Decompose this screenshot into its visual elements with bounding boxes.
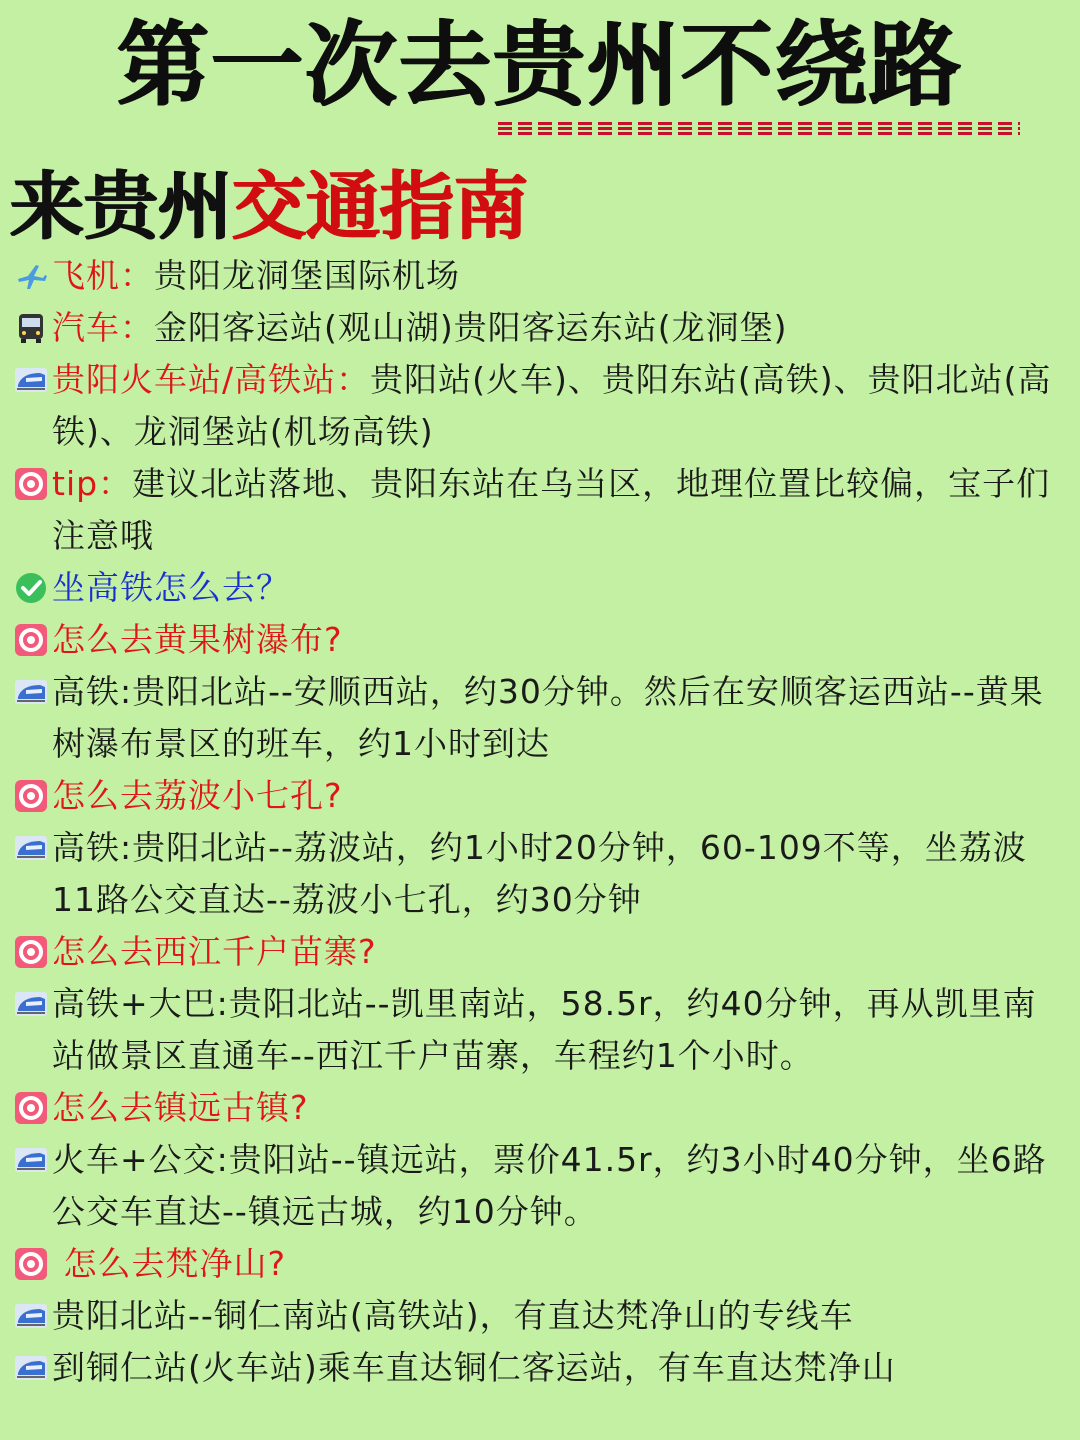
item-label: 汽车： xyxy=(52,308,154,347)
section-heading-dark-part: 来贵州 xyxy=(10,164,232,250)
list-item xyxy=(14,926,1064,978)
train-icon xyxy=(14,675,48,709)
item-text: 高铁:贵阳北站--荔波站，约1小时20分钟，60-109不等，坐荔波11路公交直达--荔波小七孔，约30分钟 xyxy=(52,828,1027,919)
list-item xyxy=(14,1290,1064,1342)
target-icon xyxy=(14,1091,48,1125)
airplane-icon xyxy=(14,259,48,293)
target-icon xyxy=(14,467,48,501)
list-item xyxy=(14,1238,1064,1290)
item-label: 怎么去梵净山? xyxy=(52,1244,287,1283)
list-item xyxy=(14,1342,1064,1394)
list-item xyxy=(14,1134,1064,1238)
list-item xyxy=(14,302,1064,354)
train-icon xyxy=(14,1299,48,1333)
train-icon xyxy=(14,363,48,397)
item-label: 怎么去镇远古镇? xyxy=(52,1088,309,1127)
list-item xyxy=(14,458,1064,562)
item-label: tip： xyxy=(52,464,133,503)
item-label: 怎么去西江千户苗寨? xyxy=(52,932,377,971)
item-text: 到铜仁站(火车站)乘车直达铜仁客运站，有车直达梵净山 xyxy=(52,1348,896,1387)
list-item xyxy=(14,1082,1064,1134)
item-text: 高铁+大巴:贵阳北站--凯里南站，58.5r，约40分钟，再从凯里南站做景区直通车--西江千户苗寨，车程约1个小时。 xyxy=(52,984,1037,1075)
list-item xyxy=(14,666,1064,770)
item-text: 贵阳站(火车)、贵阳东站(高铁)、贵阳北站(高铁)、龙洞堡站(机场高铁) xyxy=(52,360,1052,451)
train-icon xyxy=(14,1351,48,1385)
train-icon xyxy=(14,831,48,865)
item-label: 坐高铁怎么去？ xyxy=(52,568,290,607)
list-item xyxy=(14,822,1064,926)
section-heading-red-part: 交通指南 xyxy=(232,164,528,250)
list-item xyxy=(14,250,1064,302)
train-icon xyxy=(14,1143,48,1177)
item-label: 怎么去黄果树瀑布? xyxy=(52,620,343,659)
target-icon xyxy=(14,779,48,813)
item-text: 建议北站落地、贵阳东站在乌当区，地理位置比较偏，宝子们注意哦 xyxy=(52,464,1051,555)
title-underline-decoration xyxy=(498,122,1020,136)
list-item xyxy=(14,562,1064,614)
item-label: 怎么去荔波小七孔? xyxy=(52,776,343,815)
target-icon xyxy=(14,623,48,657)
item-text: 高铁:贵阳北站--安顺西站，约30分钟。然后在安顺客运西站--黄果树瀑布景区的班车，约1小时到达 xyxy=(52,672,1044,763)
list-item xyxy=(14,354,1064,458)
train-icon xyxy=(14,987,48,1021)
item-text: 贵阳北站--铜仁南站(高铁站)，有直达梵净山的专线车 xyxy=(52,1296,854,1335)
guide-lines xyxy=(14,250,1064,1394)
list-item xyxy=(14,978,1064,1082)
list-item xyxy=(14,770,1064,822)
target-icon xyxy=(14,1247,48,1281)
checkmark-icon xyxy=(14,571,48,605)
page-title: 第一次去贵州不绕路 xyxy=(116,12,963,119)
bus-icon xyxy=(14,311,48,345)
item-text: 火车+公交:贵阳站--镇远站，票价41.5r，约3小时40分钟，坐6路公交车直达--镇远古城，约10分钟。 xyxy=(52,1140,1047,1231)
list-item xyxy=(14,614,1064,666)
item-text: 金阳客运站(观山湖)贵阳客运东站(龙洞堡) xyxy=(154,308,788,347)
section-heading xyxy=(10,162,528,252)
item-label: 飞机： xyxy=(52,256,154,295)
item-text: 贵阳龙洞堡国际机场 xyxy=(154,256,460,295)
item-label: 贵阳火车站/高铁站： xyxy=(52,360,371,399)
target-icon xyxy=(14,935,48,969)
